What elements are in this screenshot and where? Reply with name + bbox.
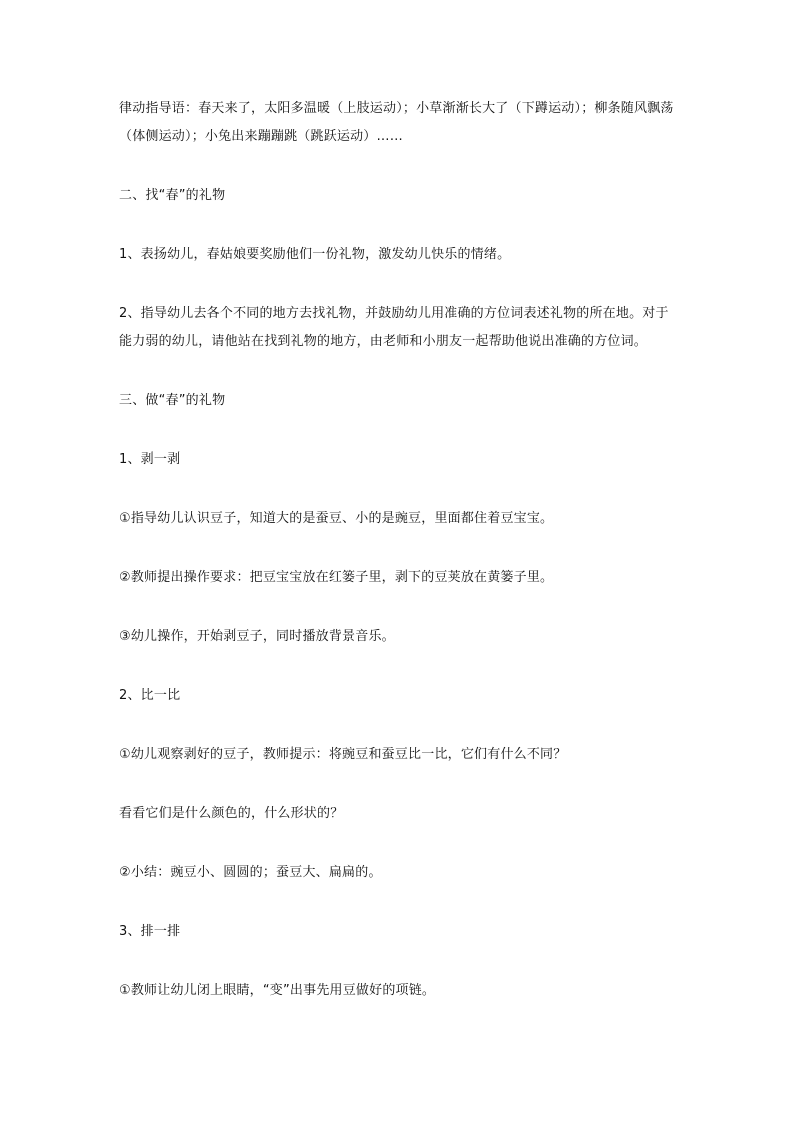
- document-body: [119, 95, 679, 1005]
- step-summary: ②小结：豌豆小、圆圆的；蚕豆大、扁扁的。: [119, 865, 382, 880]
- step-necklace: ①教师让幼儿闭上眼睛，“变”出事先用豆做好的项链。: [119, 983, 436, 998]
- subheading-compare: 2、比一比: [119, 688, 181, 703]
- step-observe-beans: ①幼儿观察剥好的豆子，教师提示：将豌豆和蚕豆比一比，它们有什么不同？: [119, 747, 567, 762]
- section-heading-find-gift: 二、找“春”的礼物: [119, 188, 226, 203]
- subheading-peel: 1、剥一剥: [119, 452, 181, 467]
- paragraph-rhythm-instructions: 律动指导语：春天来了，太阳多温暖（上肢运动）；小草渐渐长大了（下蹲运动）；柳条随风飘荡（体侧运动）；小兔出来蹦蹦跳（跳跃运动）……: [119, 101, 674, 144]
- step-recognize-beans: ①指导幼儿认识豆子，知道大的是蚕豆、小的是豌豆，里面都住着豆宝宝。: [119, 511, 554, 526]
- section-heading-make-gift: 三、做“春”的礼物: [119, 393, 226, 408]
- step-operation-requirements: ②教师提出操作要求：把豆宝宝放在红篓子里，剥下的豆荚放在黄篓子里。: [119, 570, 554, 585]
- step-children-operate: ③幼儿操作，开始剥豆子，同时播放背景音乐。: [119, 629, 395, 644]
- list-item-guide-search: 2、指导幼儿去各个不同的地方去找礼物，并鼓励幼儿用准确的方位词表述礼物的所在地。对于能力弱的幼儿，请他站在找到礼物的地方，由老师和小朋友一起帮助他说出准确的方位词。: [119, 306, 669, 349]
- subheading-arrange: 3、排一排: [119, 924, 181, 939]
- list-item-praise: 1、表扬幼儿，春姑娘要奖励他们一份礼物，激发幼儿快乐的情绪。: [119, 247, 511, 262]
- step-colors-shapes: 看看它们是什么颜色的，什么形状的？: [119, 806, 344, 821]
